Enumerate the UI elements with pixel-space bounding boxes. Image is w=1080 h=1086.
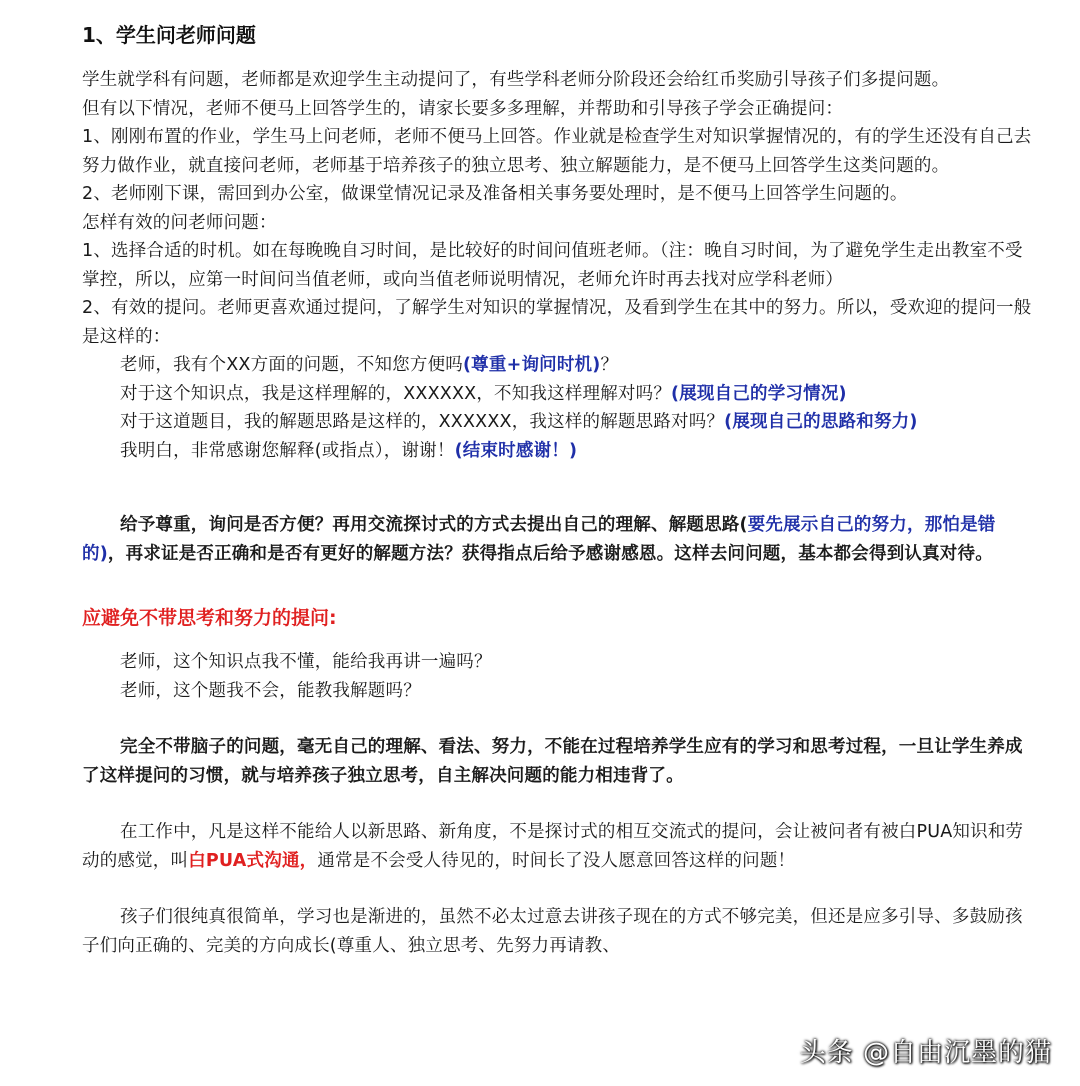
- example-note: (结束时感谢！): [454, 440, 578, 461]
- intro-paragraph-2: 但有以下情况，老师不便马上回答学生的，请家长要多多理解，并帮助和引导孩子学会正确提问：: [82, 98, 844, 119]
- summary-text-1: 给予尊重，询问是否方便？再用交流探讨式的方式去提出自己的理解、解题思路(: [120, 515, 748, 535]
- closing-paragraph: 孩子们很纯真很简单，学习也是渐进的，虽然不必太过意去讲孩子现在的方式不够完美，但还是应多引导、多鼓励孩子们向正确的、完美的方向成长(尊重人、独立思考、先努力再请教、: [82, 907, 1023, 956]
- summary-text-2: ，再求证是否正确和是否有更好的解题方法？获得指点后给予感谢感恩。这样去问问题，基本都会得到认真对待。: [107, 543, 993, 564]
- avoid-heading: 应避免不带思考和努力的提问:: [82, 607, 337, 629]
- example-note: (展现自己的学习情况): [671, 383, 847, 404]
- intro-paragraph-4: 2、老师刚下课，需回到办公室，做课堂情况记录及准备相关事务要处理时，是不便马上回答学生问题的。: [82, 184, 908, 204]
- bad-example-item: 老师，这个知识点我不懂，能给我再讲一遍吗？: [120, 652, 492, 672]
- example-text: 我明白，非常感谢您解释(或指点），谢谢！: [120, 440, 455, 461]
- article: [82, 22, 1032, 960]
- example-tail: ？: [600, 355, 619, 375]
- summary-paragraph: [82, 511, 1032, 568]
- workplace-text-1: 在工作中，凡是这样不能给人以新思路、新角度，不是探讨式的相互交流式的提问，会让被问者有被白PUA知识和劳动的感觉，叫: [82, 822, 1024, 871]
- intro-paragraph-7: 2、有效的提问。老师更喜欢通过提问，了解学生对知识的掌握情况，及看到学生在其中的努力。所以，受欢迎的提问一般是这样的：: [82, 298, 1032, 347]
- example-text: 对于这道题目，我的解题思路是这样的，XXXXXX，我这样的解题思路对吗？: [120, 412, 725, 432]
- good-examples-list: [82, 351, 1032, 465]
- intro-paragraph-5: 怎样有效的问老师问题：: [82, 212, 277, 233]
- example-note: (尊重+询问时机): [462, 355, 601, 375]
- intro-paragraph-3: 1、刚刚布置的作业，学生马上问老师，老师不便马上回答。作业就是检查学生对知识掌握情况的，有的学生还没有自己去努力做作业，就直接问老师，老师基于培养孩子的独立思考、独立解题能力，是不便马上回答学生这类问题的。: [82, 127, 1032, 176]
- workplace-paragraph: [82, 818, 1032, 875]
- warning-paragraph: 完全不带脑子的问题，毫无自己的理解、看法、努力，不能在过程培养学生应有的学习和思考过程，一旦让学生养成了这样提问的习惯，就与培养孩子独立思考，自主解决问题的能力相违背了。: [82, 737, 1023, 786]
- workplace-text-2: 通常是不会受人待见的，时间长了没人愿意回答这样的问题！: [317, 850, 796, 871]
- good-example-item: [82, 437, 1032, 466]
- bad-example-item: 老师，这个题我不会，能教我解题吗？: [120, 680, 421, 701]
- page-title: 1、学生问老师问题: [82, 23, 256, 47]
- good-example-item: [82, 380, 1032, 409]
- watermark: 头条 @自由沉墨的猫: [799, 1037, 1052, 1068]
- good-example-item: [82, 408, 1032, 437]
- summary-highlight: 要先展示自己的努力，那怕是错的): [82, 515, 996, 564]
- good-example-item: [82, 351, 1032, 380]
- example-text: 对于这个知识点，我是这样理解的，XXXXXX，不知我这样理解对吗？: [120, 383, 672, 404]
- example-text: 老师，我有个XX方面的问题，不知您方便吗: [120, 355, 463, 375]
- intro-paragraph-1: 学生就学科有问题，老师都是欢迎学生主动提问了，有些学科老师分阶段还会给红币奖励引导孩子们多提问题。: [82, 70, 950, 90]
- example-note: (展现自己的思路和努力): [724, 412, 918, 432]
- workplace-highlight: 白PUA式沟通，: [188, 850, 318, 871]
- intro-paragraph-6: 1、选择合适的时机。如在每晚晚自习时间，是比较好的时间问值班老师。（注：晚自习时间，为了避免学生走出教室不受掌控，所以，应第一时间问当值老师，或向当值老师说明情况，老师允许时再去找对应学科老师）: [82, 241, 1023, 290]
